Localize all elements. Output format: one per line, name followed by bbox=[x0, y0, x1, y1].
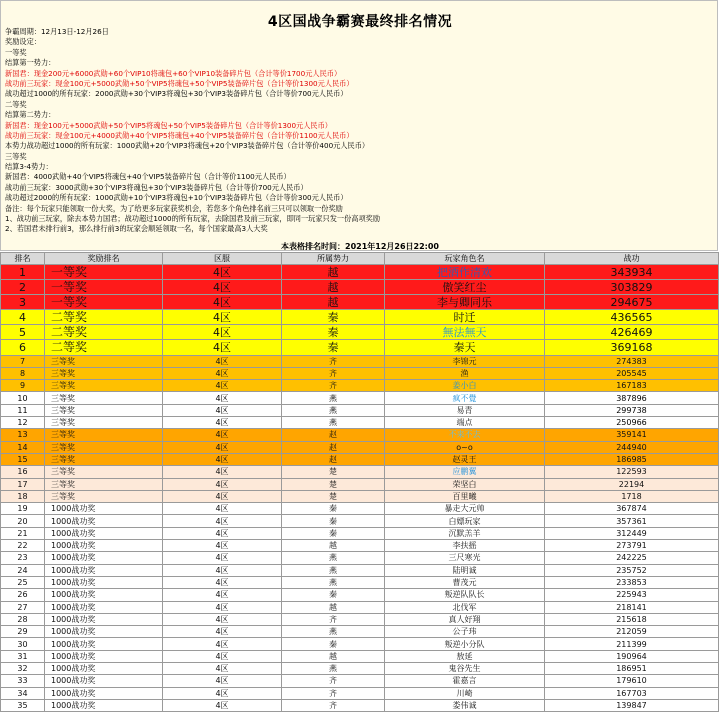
note-line: 一等奖 bbox=[5, 47, 27, 57]
cell-reward[interactable]: 1000战功奖 bbox=[45, 564, 163, 576]
table-row[interactable] bbox=[1, 310, 719, 325]
cell-rank[interactable]: 33 bbox=[1, 675, 45, 687]
cell-faction[interactable]: 赵 bbox=[282, 453, 385, 465]
cell-rank[interactable]: 19 bbox=[1, 503, 45, 515]
note-line: 战功前三玩家：3000武勋+30个VIP3将魂包+30个VIP3装备碎片包（合计等价700元人民币） bbox=[5, 182, 308, 192]
cell-merit[interactable]: 294675 bbox=[545, 295, 719, 310]
cell-rank[interactable]: 3 bbox=[1, 295, 45, 310]
cell-player[interactable]: 赵灵王 bbox=[385, 453, 545, 465]
cell-faction[interactable]: 秦 bbox=[282, 325, 385, 340]
cell-rank[interactable]: 12 bbox=[1, 417, 45, 429]
cell-merit[interactable]: 369168 bbox=[545, 340, 719, 355]
cell-reward[interactable]: 1000战功奖 bbox=[45, 552, 163, 564]
cell-reward[interactable]: 三等奖 bbox=[45, 404, 163, 416]
cell-server[interactable]: 4区 bbox=[163, 404, 282, 416]
cell-rank[interactable]: 25 bbox=[1, 576, 45, 588]
cell-merit[interactable]: 367874 bbox=[545, 503, 719, 515]
table-row[interactable] bbox=[1, 662, 719, 674]
table-row[interactable] bbox=[1, 325, 719, 340]
note-line: 战功前三玩家：现金100元+5000武勋+50个VIP5将魂包+50个VIP5装备碎片包（合计等价1300元人民币） bbox=[5, 78, 354, 88]
cell-merit[interactable]: 167703 bbox=[545, 687, 719, 699]
note-line: 2、若国君未排行前3，那么排行前3的玩家会顺延领取一名，每个国家最高3人大奖 bbox=[5, 224, 268, 234]
table-row[interactable] bbox=[1, 295, 719, 310]
cell-player[interactable]: 無法無天 bbox=[385, 325, 545, 340]
ranking-table bbox=[0, 252, 719, 712]
table-body bbox=[1, 265, 719, 712]
cell-faction[interactable]: 齐 bbox=[282, 355, 385, 367]
note-line: 结算3-4势力： bbox=[5, 162, 53, 172]
cell-faction[interactable]: 齐 bbox=[282, 367, 385, 379]
cell-reward[interactable]: 三等奖 bbox=[45, 441, 163, 453]
cell-faction[interactable]: 秦 bbox=[282, 310, 385, 325]
col-header-faction[interactable]: 所属势力 bbox=[282, 253, 385, 265]
cell-server[interactable]: 4区 bbox=[163, 589, 282, 601]
cell-rank[interactable]: 1 bbox=[1, 265, 45, 280]
cell-player[interactable]: 百里曦 bbox=[385, 490, 545, 502]
cell-reward[interactable]: 三等奖 bbox=[45, 367, 163, 379]
cell-server[interactable]: 4区 bbox=[163, 325, 282, 340]
cell-player[interactable]: 李扶摇 bbox=[385, 540, 545, 552]
cell-rank[interactable]: 21 bbox=[1, 527, 45, 539]
table-row[interactable] bbox=[1, 503, 719, 515]
cell-reward[interactable]: 1000战功奖 bbox=[45, 540, 163, 552]
cell-faction[interactable]: 秦 bbox=[282, 589, 385, 601]
table-row[interactable] bbox=[1, 478, 719, 490]
cell-reward[interactable]: 三等奖 bbox=[45, 478, 163, 490]
cell-faction[interactable]: 楚 bbox=[282, 466, 385, 478]
cell-merit[interactable]: 186985 bbox=[545, 453, 719, 465]
cell-faction[interactable]: 越 bbox=[282, 265, 385, 280]
cell-reward[interactable]: 1000战功奖 bbox=[45, 601, 163, 613]
cell-rank[interactable]: 5 bbox=[1, 325, 45, 340]
table-row[interactable] bbox=[1, 540, 719, 552]
cell-faction[interactable]: 秦 bbox=[282, 638, 385, 650]
cell-faction[interactable]: 越 bbox=[282, 295, 385, 310]
cell-player[interactable]: 易青 bbox=[385, 404, 545, 416]
table-row[interactable] bbox=[1, 564, 719, 576]
cell-rank[interactable]: 13 bbox=[1, 429, 45, 441]
cell-server[interactable]: 4区 bbox=[163, 613, 282, 625]
table-row[interactable] bbox=[1, 380, 719, 392]
cell-merit[interactable]: 387896 bbox=[545, 392, 719, 404]
cell-player[interactable]: 不来不去 bbox=[385, 429, 545, 441]
page-title: 4区国战争霸赛最终排名情况 bbox=[267, 14, 453, 30]
cell-server[interactable]: 4区 bbox=[163, 429, 282, 441]
cell-player[interactable]: 傲笑红尘 bbox=[385, 280, 545, 295]
cell-rank[interactable]: 27 bbox=[1, 601, 45, 613]
cell-merit[interactable]: 167183 bbox=[545, 380, 719, 392]
cell-merit[interactable]: 1718 bbox=[545, 490, 719, 502]
cell-player[interactable]: 三尺寒光 bbox=[385, 552, 545, 564]
cell-player[interactable]: 霍嘉言 bbox=[385, 675, 545, 687]
table-row[interactable] bbox=[1, 490, 719, 502]
table-row[interactable] bbox=[1, 687, 719, 699]
cell-merit[interactable]: 273791 bbox=[545, 540, 719, 552]
cell-merit[interactable]: 22194 bbox=[545, 478, 719, 490]
note-line: 战功超过1000的所有玩家：2000武勋+30个VIP3将魂包+30个VIP3装备碎片包（合计等价700元人民币） bbox=[5, 89, 348, 99]
cell-server[interactable]: 4区 bbox=[163, 626, 282, 638]
cell-server[interactable]: 4区 bbox=[163, 552, 282, 564]
table-row[interactable] bbox=[1, 280, 719, 295]
cell-rank[interactable]: 11 bbox=[1, 404, 45, 416]
announcement-block bbox=[0, 0, 718, 251]
cell-merit[interactable]: 211399 bbox=[545, 638, 719, 650]
cell-server[interactable]: 4区 bbox=[163, 367, 282, 379]
table-row[interactable] bbox=[1, 601, 719, 613]
table-row[interactable] bbox=[1, 638, 719, 650]
cell-merit[interactable]: 359141 bbox=[545, 429, 719, 441]
cell-reward[interactable]: 1000战功奖 bbox=[45, 626, 163, 638]
table-row[interactable] bbox=[1, 613, 719, 625]
cell-rank[interactable]: 14 bbox=[1, 441, 45, 453]
cell-merit[interactable]: 233853 bbox=[545, 576, 719, 588]
cell-faction[interactable]: 燕 bbox=[282, 662, 385, 674]
cell-reward[interactable]: 1000战功奖 bbox=[45, 613, 163, 625]
cell-rank[interactable]: 17 bbox=[1, 478, 45, 490]
cell-player[interactable]: 把酒作清欢 bbox=[385, 265, 545, 280]
cell-faction[interactable]: 齐 bbox=[282, 380, 385, 392]
cell-server[interactable]: 4区 bbox=[163, 687, 282, 699]
cell-rank[interactable]: 34 bbox=[1, 687, 45, 699]
cell-reward[interactable]: 1000战功奖 bbox=[45, 515, 163, 527]
cell-server[interactable]: 4区 bbox=[163, 662, 282, 674]
cell-reward[interactable]: 1000战功奖 bbox=[45, 503, 163, 515]
table-row[interactable] bbox=[1, 404, 719, 416]
cell-player[interactable]: o~o bbox=[385, 441, 545, 453]
cell-faction[interactable]: 燕 bbox=[282, 564, 385, 576]
note-line: 二等奖 bbox=[5, 99, 27, 109]
cell-player[interactable]: 姜小白 bbox=[385, 380, 545, 392]
cell-player[interactable]: 暴走大元帅 bbox=[385, 503, 545, 515]
cell-reward[interactable]: 二等奖 bbox=[45, 340, 163, 355]
cell-merit[interactable]: 250966 bbox=[545, 417, 719, 429]
col-header-merit[interactable]: 战功 bbox=[545, 253, 719, 265]
table-header-row bbox=[1, 253, 719, 265]
cell-rank[interactable]: 31 bbox=[1, 650, 45, 662]
cell-server[interactable]: 4区 bbox=[163, 265, 282, 280]
cell-faction[interactable]: 秦 bbox=[282, 340, 385, 355]
note-line: 备注：每个玩家只能领取一份大奖，为了给更多玩家获奖机会，若您多个角色排名前三只可以领取一份奖励 bbox=[5, 203, 343, 213]
cell-rank[interactable]: 18 bbox=[1, 490, 45, 502]
cell-reward[interactable]: 三等奖 bbox=[45, 490, 163, 502]
cell-player[interactable]: 应鹏翼 bbox=[385, 466, 545, 478]
cell-server[interactable]: 4区 bbox=[163, 638, 282, 650]
cell-faction[interactable]: 秦 bbox=[282, 503, 385, 515]
cell-player[interactable]: 沉默羔羊 bbox=[385, 527, 545, 539]
cell-server[interactable]: 4区 bbox=[163, 466, 282, 478]
cell-player[interactable]: 端点 bbox=[385, 417, 545, 429]
table-row[interactable] bbox=[1, 355, 719, 367]
cell-player[interactable]: 曹茂元 bbox=[385, 576, 545, 588]
cell-merit[interactable]: 426469 bbox=[545, 325, 719, 340]
table-row[interactable] bbox=[1, 515, 719, 527]
cell-reward[interactable]: 1000战功奖 bbox=[45, 589, 163, 601]
cell-reward[interactable]: 一等奖 bbox=[45, 265, 163, 280]
cell-merit[interactable]: 303829 bbox=[545, 280, 719, 295]
cell-player[interactable]: 陆明诚 bbox=[385, 564, 545, 576]
cell-merit[interactable]: 212059 bbox=[545, 626, 719, 638]
cell-player[interactable]: 北伐军 bbox=[385, 601, 545, 613]
cell-player[interactable]: 叛逆队队长 bbox=[385, 589, 545, 601]
cell-player[interactable]: 川崎 bbox=[385, 687, 545, 699]
table-row[interactable] bbox=[1, 466, 719, 478]
cell-server[interactable]: 4区 bbox=[163, 527, 282, 539]
cell-faction[interactable]: 燕 bbox=[282, 392, 385, 404]
cell-rank[interactable]: 9 bbox=[1, 380, 45, 392]
cell-faction[interactable]: 越 bbox=[282, 601, 385, 613]
cell-merit[interactable]: 312449 bbox=[545, 527, 719, 539]
cell-reward[interactable]: 三等奖 bbox=[45, 466, 163, 478]
col-header-player[interactable]: 玩家角色名 bbox=[385, 253, 545, 265]
cell-server[interactable]: 4区 bbox=[163, 650, 282, 662]
cell-reward[interactable]: 一等奖 bbox=[45, 295, 163, 310]
cell-player[interactable]: 秦天 bbox=[385, 340, 545, 355]
cell-merit[interactable]: 299738 bbox=[545, 404, 719, 416]
cell-merit[interactable]: 225943 bbox=[545, 589, 719, 601]
cell-player[interactable]: 渔 bbox=[385, 367, 545, 379]
cell-rank[interactable]: 28 bbox=[1, 613, 45, 625]
cell-player[interactable]: 叛逆小分队 bbox=[385, 638, 545, 650]
cell-merit[interactable]: 186951 bbox=[545, 662, 719, 674]
cell-merit[interactable]: 139847 bbox=[545, 699, 719, 711]
cell-merit[interactable]: 274383 bbox=[545, 355, 719, 367]
cell-rank[interactable]: 32 bbox=[1, 662, 45, 674]
cell-rank[interactable]: 35 bbox=[1, 699, 45, 711]
cell-player[interactable]: 荣坚白 bbox=[385, 478, 545, 490]
table-row[interactable] bbox=[1, 552, 719, 564]
cell-merit[interactable]: 357361 bbox=[545, 515, 719, 527]
cell-server[interactable]: 4区 bbox=[163, 564, 282, 576]
cell-server[interactable]: 4区 bbox=[163, 340, 282, 355]
cell-server[interactable]: 4区 bbox=[163, 355, 282, 367]
cell-merit[interactable]: 235752 bbox=[545, 564, 719, 576]
cell-server[interactable]: 4区 bbox=[163, 576, 282, 588]
cell-merit[interactable]: 218141 bbox=[545, 601, 719, 613]
cell-rank[interactable]: 23 bbox=[1, 552, 45, 564]
cell-server[interactable]: 4区 bbox=[163, 280, 282, 295]
cell-faction[interactable]: 齐 bbox=[282, 699, 385, 711]
cell-faction[interactable]: 越 bbox=[282, 650, 385, 662]
table-row[interactable] bbox=[1, 441, 719, 453]
cell-merit[interactable]: 190964 bbox=[545, 650, 719, 662]
cell-rank[interactable]: 2 bbox=[1, 280, 45, 295]
cell-reward[interactable]: 二等奖 bbox=[45, 325, 163, 340]
cell-faction[interactable]: 秦 bbox=[282, 527, 385, 539]
cell-reward[interactable]: 三等奖 bbox=[45, 392, 163, 404]
cell-server[interactable]: 4区 bbox=[163, 515, 282, 527]
cell-server[interactable]: 4区 bbox=[163, 675, 282, 687]
cell-server[interactable]: 4区 bbox=[163, 380, 282, 392]
cell-faction[interactable]: 齐 bbox=[282, 613, 385, 625]
cell-rank[interactable]: 7 bbox=[1, 355, 45, 367]
cell-rank[interactable]: 29 bbox=[1, 626, 45, 638]
table-row[interactable] bbox=[1, 527, 719, 539]
cell-faction[interactable]: 燕 bbox=[282, 417, 385, 429]
col-header-reward[interactable]: 奖励排名 bbox=[45, 253, 163, 265]
cell-faction[interactable]: 齐 bbox=[282, 687, 385, 699]
cell-rank[interactable]: 30 bbox=[1, 638, 45, 650]
cell-faction[interactable]: 燕 bbox=[282, 576, 385, 588]
rules-notes bbox=[5, 27, 717, 235]
note-line: 结算第一势力： bbox=[5, 58, 56, 68]
cell-faction[interactable]: 燕 bbox=[282, 552, 385, 564]
cell-rank[interactable]: 26 bbox=[1, 589, 45, 601]
cell-rank[interactable]: 6 bbox=[1, 340, 45, 355]
cell-faction[interactable]: 越 bbox=[282, 540, 385, 552]
cell-reward[interactable]: 1000战功奖 bbox=[45, 576, 163, 588]
table-row[interactable] bbox=[1, 340, 719, 355]
cell-reward[interactable]: 1000战功奖 bbox=[45, 662, 163, 674]
cell-rank[interactable]: 4 bbox=[1, 310, 45, 325]
note-line: 争霸周期：12月13日-12月26日 bbox=[5, 27, 109, 36]
cell-server[interactable]: 4区 bbox=[163, 601, 282, 613]
cell-merit[interactable]: 122593 bbox=[545, 466, 719, 478]
cell-rank[interactable]: 15 bbox=[1, 453, 45, 465]
cell-merit[interactable]: 244940 bbox=[545, 441, 719, 453]
cell-server[interactable]: 4区 bbox=[163, 441, 282, 453]
note-line: 战功前三玩家：现金100元+4000武勋+40个VIP5将魂包+40个VIP5装备碎片包（合计等价1100元人民币） bbox=[5, 130, 354, 140]
cell-rank[interactable]: 22 bbox=[1, 540, 45, 552]
note-line: 1、战功前三玩家，除去本势力国君；战功超过1000的所有玩家，去除国君及前三玩家，即同一玩家只发一份高项奖励 bbox=[5, 214, 381, 224]
cell-rank[interactable]: 16 bbox=[1, 466, 45, 478]
table-row[interactable] bbox=[1, 589, 719, 601]
cell-faction[interactable]: 赵 bbox=[282, 441, 385, 453]
cell-player[interactable]: 李与卿同乐 bbox=[385, 295, 545, 310]
cell-reward[interactable]: 三等奖 bbox=[45, 380, 163, 392]
cell-player[interactable]: 白嫖玩家 bbox=[385, 515, 545, 527]
cell-player[interactable]: 时迁 bbox=[385, 310, 545, 325]
cell-reward[interactable]: 三等奖 bbox=[45, 417, 163, 429]
cell-reward[interactable]: 1000战功奖 bbox=[45, 527, 163, 539]
cell-reward[interactable]: 1000战功奖 bbox=[45, 687, 163, 699]
cell-faction[interactable]: 齐 bbox=[282, 675, 385, 687]
cell-server[interactable]: 4区 bbox=[163, 540, 282, 552]
cell-server[interactable]: 4区 bbox=[163, 490, 282, 502]
note-line: 三等奖 bbox=[5, 151, 27, 161]
cell-merit[interactable]: 242225 bbox=[545, 552, 719, 564]
cell-reward[interactable]: 1000战功奖 bbox=[45, 699, 163, 711]
ranking-time: 本表格排名时间：2021年12月26日22:00 bbox=[281, 242, 439, 251]
cell-rank[interactable]: 8 bbox=[1, 367, 45, 379]
table-row[interactable] bbox=[1, 417, 719, 429]
cell-faction[interactable]: 秦 bbox=[282, 515, 385, 527]
cell-reward[interactable]: 三等奖 bbox=[45, 355, 163, 367]
table-row[interactable] bbox=[1, 429, 719, 441]
cell-server[interactable]: 4区 bbox=[163, 699, 282, 711]
table-row[interactable] bbox=[1, 626, 719, 638]
note-line: 战功超过2000的所有玩家：1000武勋+10个VIP3将魂包+10个VIP3装备碎片包（合计等价300元人民币） bbox=[5, 193, 348, 203]
cell-merit[interactable]: 436565 bbox=[545, 310, 719, 325]
note-line: 结算第二势力： bbox=[5, 110, 56, 120]
cell-reward[interactable]: 1000战功奖 bbox=[45, 638, 163, 650]
table-row[interactable] bbox=[1, 650, 719, 662]
cell-faction[interactable]: 赵 bbox=[282, 429, 385, 441]
cell-faction[interactable]: 楚 bbox=[282, 490, 385, 502]
cell-merit[interactable]: 343934 bbox=[545, 265, 719, 280]
cell-reward[interactable]: 1000战功奖 bbox=[45, 675, 163, 687]
cell-rank[interactable]: 20 bbox=[1, 515, 45, 527]
note-line: 新国君：现金100元+5000武勋+50个VIP5将魂包+50个VIP5装备碎片包（合计等价1300元人民币） bbox=[5, 120, 332, 130]
cell-reward[interactable]: 三等奖 bbox=[45, 453, 163, 465]
cell-rank[interactable]: 24 bbox=[1, 564, 45, 576]
cell-reward[interactable]: 二等奖 bbox=[45, 310, 163, 325]
cell-server[interactable]: 4区 bbox=[163, 503, 282, 515]
col-header-server[interactable]: 区服 bbox=[163, 253, 282, 265]
cell-player[interactable]: 鬼谷先生 bbox=[385, 662, 545, 674]
cell-server[interactable]: 4区 bbox=[163, 295, 282, 310]
cell-merit[interactable]: 179610 bbox=[545, 675, 719, 687]
cell-faction[interactable]: 燕 bbox=[282, 626, 385, 638]
cell-faction[interactable]: 越 bbox=[282, 280, 385, 295]
note-line: 本势力战功超过1000的所有玩家：1000武勋+20个VIP3将魂包+20个VIP3装备碎片包（合计等价400元人民币） bbox=[5, 141, 370, 151]
table-row[interactable] bbox=[1, 367, 719, 379]
table-row[interactable] bbox=[1, 265, 719, 280]
cell-player[interactable]: 公子玮 bbox=[385, 626, 545, 638]
table-row[interactable] bbox=[1, 392, 719, 404]
cell-reward[interactable]: 一等奖 bbox=[45, 280, 163, 295]
cell-server[interactable]: 4区 bbox=[163, 453, 282, 465]
table-row[interactable] bbox=[1, 699, 719, 711]
cell-server[interactable]: 4区 bbox=[163, 417, 282, 429]
cell-faction[interactable]: 燕 bbox=[282, 404, 385, 416]
cell-server[interactable]: 4区 bbox=[163, 310, 282, 325]
cell-player[interactable]: 李锦元 bbox=[385, 355, 545, 367]
col-header-rank[interactable]: 排名 bbox=[1, 253, 45, 265]
cell-reward[interactable]: 三等奖 bbox=[45, 429, 163, 441]
note-line: 新国君：4000武勋+40个VIP5将魂包+40个VIP5装备碎片包（合计等价1100元人民币） bbox=[5, 172, 291, 182]
cell-merit[interactable]: 205545 bbox=[545, 367, 719, 379]
table-row[interactable] bbox=[1, 675, 719, 687]
table-row[interactable] bbox=[1, 453, 719, 465]
cell-player[interactable]: 真人好翔 bbox=[385, 613, 545, 625]
cell-player[interactable]: 疯不覺 bbox=[385, 392, 545, 404]
note-line: 新国君：现金200元+6000武勋+60个VIP10将魂包+60个VIP10装备碎片包（合计等价1700元人民币） bbox=[5, 68, 342, 78]
cell-player[interactable]: 敖延 bbox=[385, 650, 545, 662]
cell-faction[interactable]: 楚 bbox=[282, 478, 385, 490]
cell-server[interactable]: 4区 bbox=[163, 392, 282, 404]
cell-merit[interactable]: 215618 bbox=[545, 613, 719, 625]
table-row[interactable] bbox=[1, 576, 719, 588]
cell-rank[interactable]: 10 bbox=[1, 392, 45, 404]
cell-reward[interactable]: 1000战功奖 bbox=[45, 650, 163, 662]
cell-player[interactable]: 娄伟诚 bbox=[385, 699, 545, 711]
note-line: 奖励设定： bbox=[5, 37, 41, 47]
cell-server[interactable]: 4区 bbox=[163, 478, 282, 490]
